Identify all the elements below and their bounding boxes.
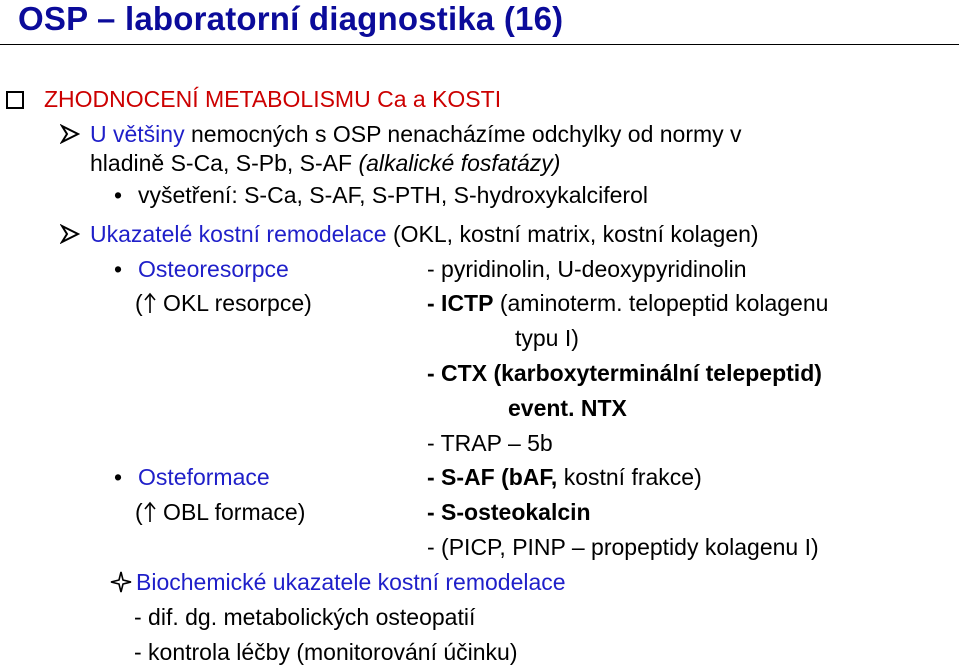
ictp-bold: - ICTP (427, 290, 494, 316)
markers-rest: (OKL, kostní matrix, kostní kolagen) (386, 221, 759, 247)
markers-line (90, 223, 759, 246)
checkbox-bullet-icon (6, 91, 24, 109)
markers-highlight: Ukazatelé kostní remodelace (90, 221, 387, 247)
title-divider (0, 44, 959, 45)
resorp-item-1: - pyridinolin, U-deoxypyridinolin (427, 256, 747, 282)
intro-rest: nemocných s OSP nenacházíme odchylky od normy v (184, 121, 742, 147)
form-saf (427, 466, 702, 489)
exam-line: vyšetření: S-Ca, S-AF, S-PTH, S-hydroxykalciferol (138, 182, 648, 208)
form-picp: - (PICP, PINP – propeptidy kolagenu I) (427, 534, 819, 560)
resorp-item-5: - TRAP – 5b (427, 430, 553, 456)
resorp-label: Osteoresorpce (138, 256, 289, 282)
form-sub-text: OBL formace) (156, 499, 306, 525)
resorp-ictp (427, 292, 828, 315)
saf-bold: - S-AF (bAF, (427, 464, 558, 490)
up-arrow-icon (143, 501, 157, 523)
bio-heading: Biochemické ukazatele kostní remodelace (136, 569, 566, 595)
resorp-sub-text: OKL resorpce) (156, 290, 312, 316)
arrow-bullet-icon (60, 224, 80, 244)
paren-open: ( (135, 290, 143, 316)
arrow-bullet-1 (60, 123, 80, 146)
form-sub (135, 501, 305, 524)
intro-highlight: U většiny (90, 121, 185, 147)
bio-line-2: - kontrola léčby (monitorování účinku) (134, 639, 518, 665)
intro-line-2-text: hladině S-Ca, S-Pb, S-AF (90, 150, 359, 176)
dot-bullet-icon: • (114, 256, 123, 282)
resorp-item-4: event. NTX (508, 395, 627, 421)
paren-open: ( (135, 499, 143, 525)
resorp-item-2: typu I) (515, 325, 579, 351)
dot-bullet-icon: • (114, 464, 123, 490)
diamond-bullet-icon (110, 571, 132, 593)
intro-line-1 (90, 123, 742, 146)
ictp-rest: (aminoterm. telopeptid kolagenu (493, 290, 829, 316)
form-osteo: - S-osteokalcin (427, 499, 591, 525)
form-label: Osteformace (138, 464, 270, 490)
saf-rest: kostní frakce) (557, 464, 702, 490)
bio-line-1: - dif. dg. metabolických osteopatií (134, 604, 476, 630)
diamond-bullet (110, 571, 132, 597)
page-title: OSP – laboratorní diagnostika (16) (18, 0, 564, 37)
resorp-sub (135, 292, 312, 315)
arrow-bullet-2 (60, 223, 80, 246)
section-heading: ZHODNOCENÍ METABOLISMU Ca a KOSTI (44, 86, 502, 112)
intro-line-2-italic: (alkalické fosfatázy) (358, 150, 561, 176)
resorp-item-3: - CTX (karboxyterminální telepeptid) (427, 360, 822, 386)
dot-bullet-icon: • (114, 182, 123, 208)
arrow-bullet-icon (60, 124, 80, 144)
intro-line-2 (90, 152, 560, 175)
up-arrow-icon (143, 292, 157, 314)
